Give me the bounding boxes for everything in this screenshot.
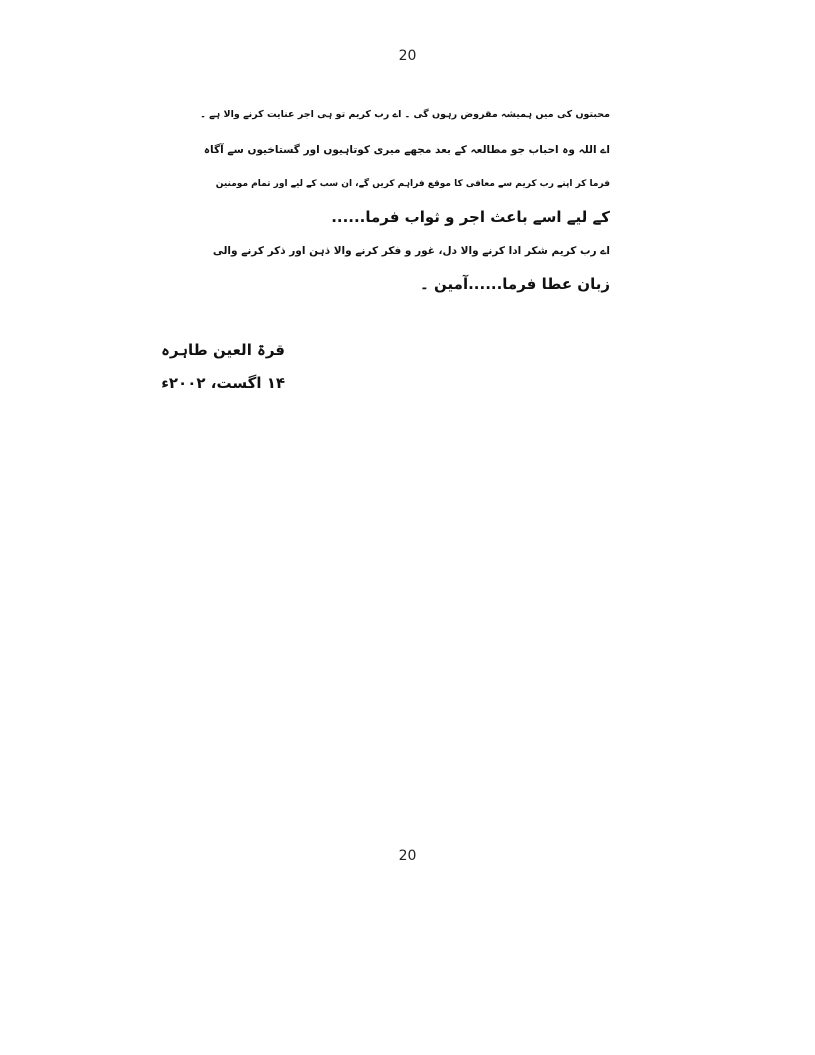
text-line-2: اے اللہ وہ احباب جو مطالعہ کے بعد مجھے میری کوتاہیوں اور گستاخیوں سے آگاہ [203,144,610,156]
page-number-top: 20 [398,48,417,64]
text-line-1: محبتوں کی میں ہمیشہ مقروض رہوں گی ۔ اے رب کریم تو ہی اجر عنایت کرنے والا ہے ۔ [200,109,610,120]
signature-date: ۱۴ اگست، ۲۰۰۲ء [161,374,285,392]
author-name: قرۃ العین طاہرہ [161,341,285,359]
page-number-bottom: 20 [398,848,417,864]
text-line-6: زبان عطا فرما......آمین ۔ [420,275,610,293]
text-line-5: اے رب کریم شکر ادا کرنے والا دل، غور و فکر کرنے والا ذہن اور ذکر کرنے والی [212,245,610,257]
text-line-4: کے لیے اسے باعث اجر و ثواب فرما...... [331,208,610,226]
text-line-3: فرما کر اپنے رب کریم سے معافی کا موقع فراہم کریں گے، ان سب کے لیے اور تمام مومنین [215,179,610,189]
